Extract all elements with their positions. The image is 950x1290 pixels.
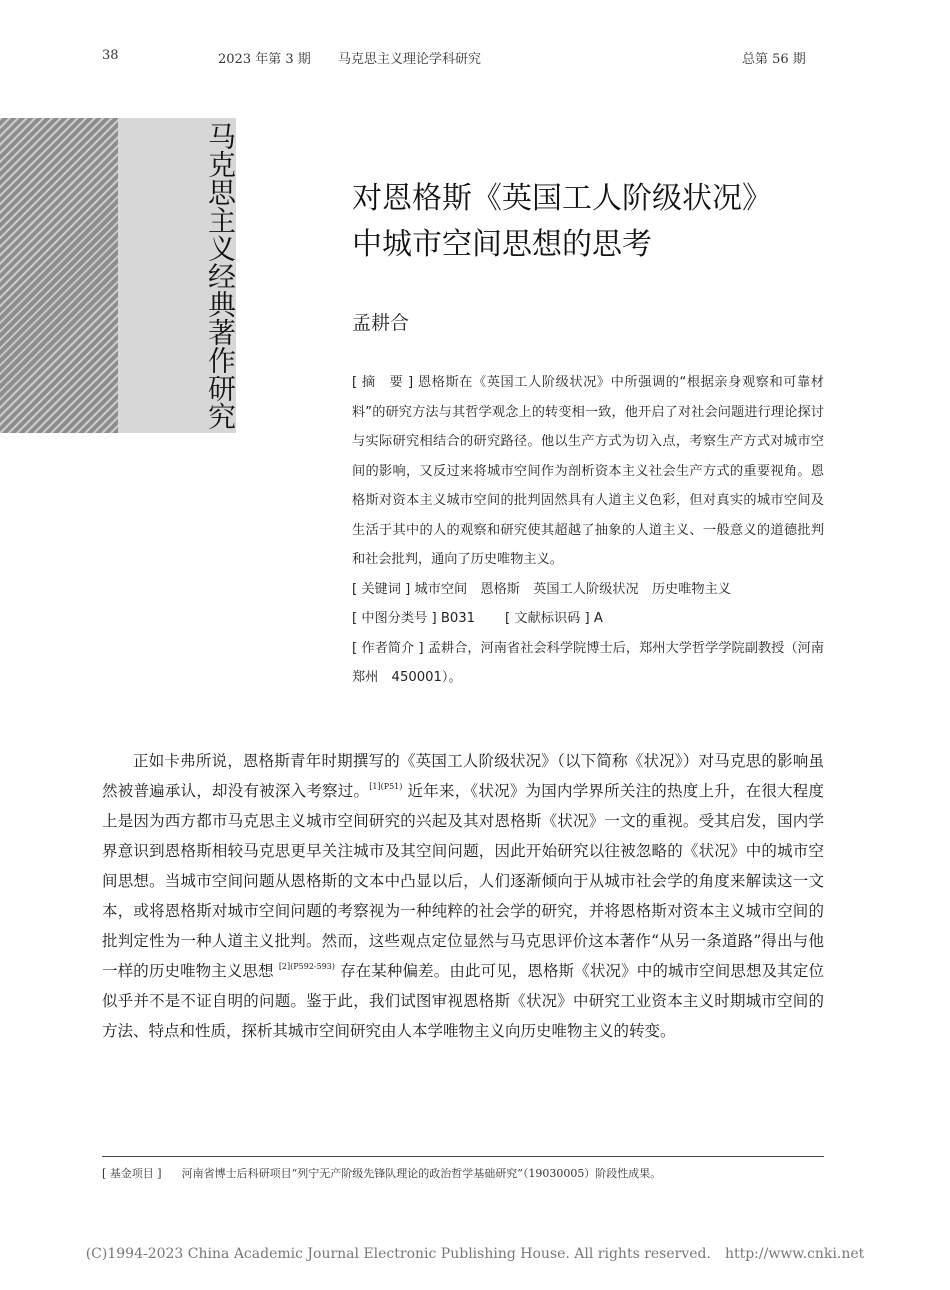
body-text-2: 近年来，《状况》为国内学界所关注的热度上升，在很大程度上是因为西方都市马克思主义城市空间研究的兴起及其对恩格斯《状况》一文的重视。受其启发，国内学界意识到恩格斯相较马克思更早关注城市及其空间问题，因此开始研究以往被忽略的《状况》中的城市空间思想。当城市空间问题从恩格斯的文本中凸显以后，人们逐渐倾向于从城市社会学的角度来解读这一文本，或将恩格斯对城市空间问题的考察视为一种纯粹的社会学的研究，并将恩格斯对资本主义城市空间的批判定性为一种人道主义批判。然而，这些观点定位显然与马克思评价这本著作“从另一条道路”得出与他一样的历史唯物主义思想 <box>102 782 824 980</box>
keywords-label: [ 关键词 ] <box>352 581 411 597</box>
abstract-block <box>352 368 838 693</box>
doc-code-value: A <box>593 611 603 626</box>
column-title: 马克思主义经典著作研究 <box>204 121 237 430</box>
keywords <box>352 575 824 605</box>
citation-1: [1](P51) <box>369 782 403 791</box>
title-line-2: 中城市空间思想的思考 <box>352 227 652 262</box>
footnote-rule <box>102 1156 824 1157</box>
title-line-1: 对恩格斯《英国工人阶级状况》 <box>352 181 772 216</box>
fund-text: 河南省博士后科研项目“列宁无产阶级先锋队理论的政治哲学基础研究”（19030005）阶段性成果。 <box>181 1167 662 1180</box>
body-text-3: 存在某种偏差。由此可见，恩格斯《状况》中的城市空间思想及其定位似乎并不是不证自明的问题。鉴于此，我们试图审视恩格斯《状况》中研究工业资本主义时期城市空间的方法、特点和性质，探析其城市空间研究由人本学唯物主义向历史唯物主义的转变。 <box>102 962 824 1040</box>
keywords-text: 城市空间 恩格斯 英国工人阶级状况 历史唯物主义 <box>414 581 731 597</box>
page-number: 38 <box>102 48 119 63</box>
abstract <box>352 368 824 575</box>
fund-note <box>102 1165 824 1181</box>
fund-label: [ 基金项目 ] <box>102 1167 162 1180</box>
article-title <box>352 176 822 268</box>
author-intro <box>352 634 838 693</box>
journal-name: 马克思主义理论学科研究 <box>338 52 482 67</box>
citation-2: [2](P592-593) <box>278 962 336 971</box>
classification <box>352 604 824 634</box>
doc-code-label: [ 文献标识码 ] <box>505 611 590 626</box>
author-name: 孟耕合 <box>352 312 410 334</box>
body-text-1: 正如卡弗所说，恩格斯青年时期撰写的《英国工人阶级状况》（以下简称《状况》）对马克思的影响虽然被普遍承认，却没有被深入考察过。 <box>102 752 824 800</box>
author-intro-label: [ 作者简介 ] <box>352 640 424 656</box>
clc-label: [ 中图分类号 ] <box>352 611 437 626</box>
abstract-label: [ 摘 要 ] <box>352 375 414 390</box>
issue-label: 2023 年第 3 期 <box>218 52 311 67</box>
clc-value: B031 <box>440 611 476 626</box>
body-paragraph <box>102 746 824 1046</box>
copyright-footer: (C)1994-2023 China Academic Journal Electronic Publishing House. All rights reserved. http://www.cnki.net <box>85 1246 865 1262</box>
total-issue-label: 总第 56 期 <box>742 52 806 67</box>
abstract-text: 恩格斯在《英国工人阶级状况》中所强调的“根据亲身观察和可靠材料”的研究方法与其哲学观念上的转变相一致，他开启了对社会问题进行理论探讨与实际研究相结合的研究路径。他以生产方式为切入点，考察生产方式对城市空间的影响，又反过来将城市空间作为剖析资本主义社会生产方式的重要视角。恩格斯对资本主义城市空间的批判固然具有人道主义色彩，但对真实的城市空间及生活于其中的人的观察和研究使其超越了抽象的人道主义、一般意义的道德批判和社会批判，通向了历史唯物主义。 <box>352 375 824 567</box>
author-intro-text: 孟耕合，河南省社会科学院博士后，郑州大学哲学学院副教授（河南 郑州 450001）。 <box>352 640 838 685</box>
